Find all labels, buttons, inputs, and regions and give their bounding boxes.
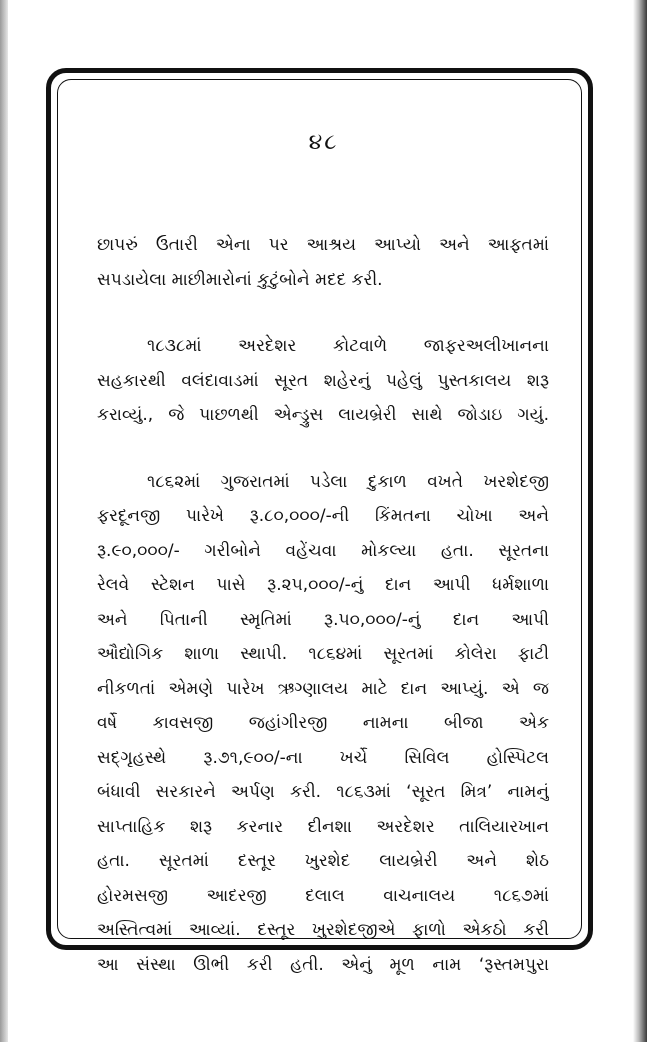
scan-shadow-right [633, 0, 647, 1042]
text-line: સપડાયેલા માછીમારોનાં કુટુંબોને મદદ કરી. [97, 269, 383, 290]
text-line: છાપરું ઉતારી એના પર આશ્રય આપ્યો અને આફતમાં [97, 235, 549, 255]
text-line: આ સંસ્થા ઊભી કરી હતી. એનું મૂળ નામ ‘રૂસ્તમપુરા [97, 954, 549, 975]
paragraph-1 [97, 228, 549, 297]
text-line: ૧૮૬૨માં ગુજરાતમાં પડેલા દુકાળ વખતે ખરશેદજી [147, 471, 549, 492]
text-line: અને પિતાની સ્મૃતિમાં રૂ.૫૦,૦૦૦/-નું દાન આપી [97, 609, 549, 630]
text-line: સદ્ગૃહસ્થે રૂ.૭૧,૯૦૦/-ના ખર્ચે સિવિલ હોસ્પિટલ [97, 747, 549, 768]
page-number: ૪૮ [308, 130, 339, 155]
text-line: રૂ.૯૦,૦૦૦/- ગરીબોને વહેંચવા મોકલ્યા હતા. સૂરતના [97, 540, 549, 561]
text-line: ઔદ્યોગિક શાળા સ્થાપી. ૧૮૬૪માં સૂરતમાં કોલેરા ફાટી [97, 644, 549, 664]
text-line: સાપ્તાહિક શરૂ કરનાર દીનશા અરદેશર તાલિયારખાન [97, 816, 549, 837]
text-line: હોરમસજી આદરજી દલાલ વાચનાલય ૧૮૬૭માં [97, 885, 549, 906]
paragraph-3 [97, 465, 549, 983]
text-line: નીકળતાં એમણે પારેખ ઋગ્ણાલય માટે દાન આપ્યું. એ જ [97, 678, 549, 699]
text-line: વર્ષે કાવસજી જહાંગીરજી નામના બીજા એક [97, 713, 549, 733]
paragraph-2 [97, 329, 549, 433]
body-text [97, 228, 549, 1014]
text-line: ૧૮૩૮માં અરદેશર કોટવાળે જાફરઅલીખાનના [147, 336, 549, 356]
scan-shadow-left [0, 0, 8, 1042]
text-line: કરાવ્યું., જે પાછળથી એન્ડ્રુસ લાયબ્રેરી સાથે જોડાઇ ગયું. [97, 405, 549, 425]
text-line: હતા. સૂરતમાં દસ્તૂર ખુરશેદ લાયબ્રેરી અને શેઠ [97, 851, 549, 871]
text-line: રેલવે સ્ટેશન પાસે રૂ.૨૫,૦૦૦/-નું દાન આપી ધર્મશાળા [97, 575, 549, 595]
text-line: બંધાવી સરકારને અર્પણ કરી. ૧૮૬૩માં ‘સૂરત મિત્ર’ નામનું [97, 782, 549, 802]
text-line: અસ્તિત્વમાં આવ્યાં. દસ્તૂર ખુરશેદજીએ ફાળો એકઠો કરી [97, 920, 549, 940]
text-line: ફરદૂનજી પારેખે રૂ.૮૦,૦૦૦/-ની કિંમતના ચોખા અને [97, 506, 549, 526]
text-line: સહકારથી વલંદાવાડમાં સૂરત શહેરનું પહેલું પુસ્તકાલય શરૂ [97, 370, 549, 391]
